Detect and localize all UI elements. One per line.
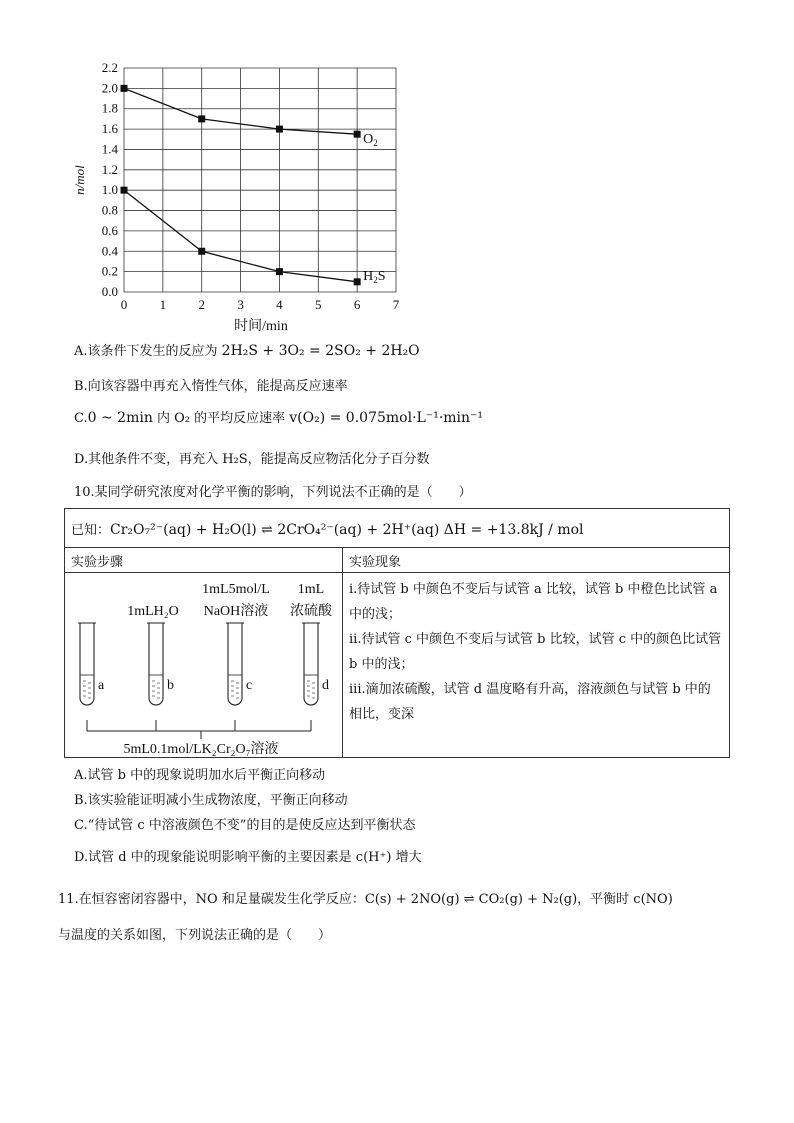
- data-point-h2s: [354, 278, 361, 285]
- x-axis-label: 时间/min: [234, 319, 288, 334]
- reagent-label-d-line1: 1mL: [297, 582, 325, 597]
- q9-option-a: [74, 342, 420, 361]
- tube-label-b: b: [167, 678, 174, 693]
- observation-iii: iii.滴加浓硫酸，试管 d 温度略有升高，溶液颜色与试管 b 中的相比，变深: [349, 682, 711, 722]
- observation-ii: ii.待试管 c 中颜色不变后与试管 b 比较，试管 c 中的颜色比试管 b 中的浅；: [349, 632, 722, 672]
- given-label: 已知：: [71, 522, 111, 538]
- y-tick-label: 1.8: [101, 100, 118, 116]
- y-tick-label: 0.4: [101, 243, 118, 259]
- y-tick-label: 0.2: [101, 263, 118, 279]
- y-axis-ticks: [102, 60, 119, 299]
- experiment-table: [64, 508, 730, 758]
- x-tick-label: 1: [159, 297, 167, 312]
- test-tubes: [78, 623, 329, 705]
- reagent-label-c-line1: 1mL5mol/L: [202, 582, 270, 597]
- x-tick-label: 7: [392, 297, 400, 312]
- test-tube-a: [80, 623, 94, 705]
- x-tick-label: 6: [353, 297, 361, 312]
- q9-option-a-prefix: A.该条件下发生的反应为: [74, 344, 222, 359]
- data-point-o2: [276, 126, 283, 133]
- data-point-h2s: [276, 268, 283, 275]
- data-point-o2: [121, 85, 128, 92]
- tube-label-a: a: [98, 678, 105, 693]
- q10-stem: 10.某同学研究浓度对化学平衡的影响，下列说法不正确的是（ ）: [74, 485, 472, 500]
- reagent-label-d-line2: 浓硫酸: [290, 604, 332, 619]
- q9-option-d: D.其他条件不变，再充入 H₂S，能提高反应物活化分子百分数: [74, 452, 430, 467]
- test-tube-d: [304, 623, 318, 705]
- test-tube-diagram: [65, 573, 343, 757]
- chart-grid: [124, 68, 396, 292]
- col-header-observations: 实验现象: [343, 548, 730, 573]
- tube-label-d: d: [322, 678, 329, 693]
- y-tick-label: 2.2: [101, 60, 118, 75]
- x-tick-label: 4: [276, 297, 283, 312]
- q9-option-b: B.向该容器中再充入惰性气体，能提高反应速率: [74, 379, 348, 394]
- q9-option-c-prefix: C.: [74, 411, 88, 426]
- observations-cell: [343, 573, 730, 758]
- chart-series: [121, 85, 386, 285]
- reagent-label-b: 1mLH₂O: [127, 604, 179, 619]
- y-tick-label: 1.6: [101, 121, 118, 137]
- tube-label-c: c: [246, 678, 253, 693]
- x-tick-label: 3: [237, 297, 244, 312]
- x-tick-label: 2: [198, 297, 205, 312]
- given-equation: Cr₂O₇²⁻(aq) + H₂O(l) ⇌ 2CrO₄²⁻(aq) + 2H⁺(aq) ΔH = +13.8kJ / mol: [110, 521, 584, 538]
- observation-i: i.待试管 b 中颜色不变后与试管 a 比较，试管 b 中橙色比试管 a 中的浅；: [349, 582, 718, 622]
- y-tick-label: 1.2: [101, 161, 118, 177]
- solution-label: 5mL0.1mol/LK₂Cr₂O₇溶液: [123, 742, 279, 757]
- data-point-o2: [354, 131, 361, 138]
- series-label-h2s: $H_2S$: [363, 268, 386, 285]
- q9-option-c-formula: v(O₂) = 0.075mol·L⁻¹·min⁻¹: [289, 410, 484, 426]
- q11-stem-line2: 与温度的关系如图，下列说法正确的是（ ）: [58, 928, 332, 943]
- q10-option-a: A.试管 b 中的现象说明加水后平衡正向移动: [74, 768, 326, 783]
- data-point-h2s: [121, 187, 128, 194]
- test-tube-c: [228, 623, 242, 705]
- q10-option-c: C.“待试管 c 中溶液颜色不变”的目的是使反应达到平衡状态: [74, 818, 416, 833]
- data-point-o2: [198, 115, 205, 122]
- q9-option-c-mid: 内 O₂ 的平均反应速率: [152, 411, 290, 426]
- q10-option-d: D.试管 d 中的现象能说明影响平衡的主要因素是 c(H⁺) 增大: [74, 850, 422, 865]
- x-tick-label: 0: [120, 297, 128, 312]
- reagent-label-c-line2: NaOH溶液: [203, 604, 269, 619]
- col-header-steps: 实验步骤: [65, 548, 343, 573]
- q11-stem-line1: 11.在恒容密闭容器中，NO 和足量碳发生化学反应：C(s) + 2NO(g) ⇌ CO₂(g) + N₂(g)，平衡时 c(NO): [58, 892, 673, 907]
- y-tick-label: 1.0: [101, 182, 118, 198]
- y-tick-label: 1.4: [101, 141, 118, 157]
- y-tick-label: 2.0: [101, 80, 118, 96]
- moles-time-chart: [68, 60, 408, 340]
- q9-option-c: [74, 409, 483, 428]
- y-tick-label: 0.6: [101, 222, 118, 238]
- experiment-steps-cell: [65, 573, 343, 758]
- x-axis-ticks: [121, 297, 400, 312]
- q10-option-b: B.该实验能证明减小生成物浓度，平衡正向移动: [74, 793, 348, 808]
- test-tube-b: [149, 623, 163, 705]
- q9-option-a-formula: 2H₂S + 3O₂ = 2SO₂ + 2H₂O: [221, 343, 420, 359]
- y-axis-label: n/mol: [72, 165, 87, 195]
- x-tick-label: 5: [315, 297, 322, 312]
- given-cell: [65, 509, 730, 548]
- data-point-h2s: [198, 248, 205, 255]
- q9-option-c-range: 0 ~ 2min: [87, 410, 153, 426]
- y-tick-label: 0.8: [101, 202, 118, 218]
- series-label-o2: $O_2$: [363, 132, 378, 149]
- y-tick-label: 0.0: [101, 284, 118, 299]
